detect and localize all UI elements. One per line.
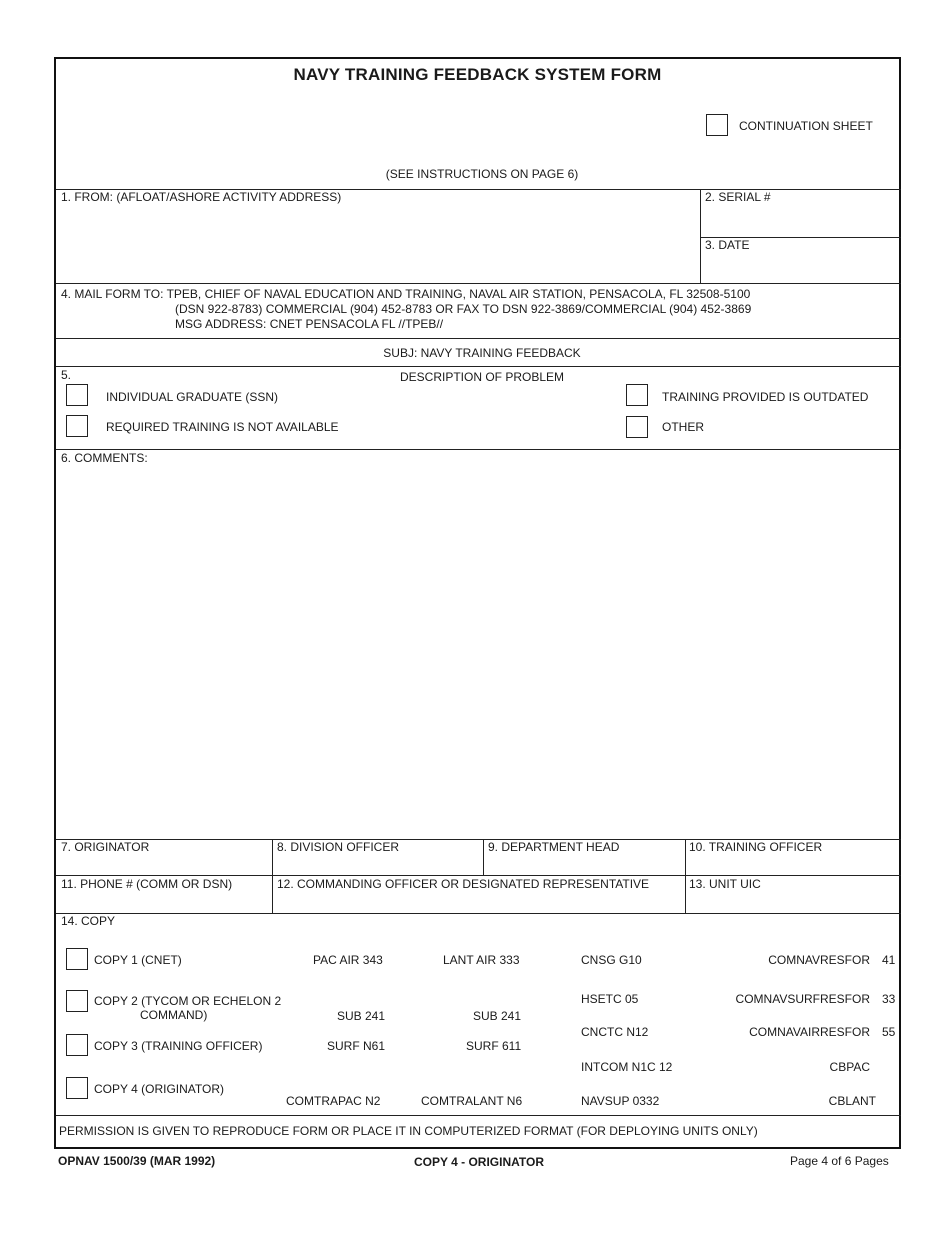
date-label: 3. DATE	[705, 238, 750, 252]
copy1-checkbox[interactable]	[66, 948, 88, 970]
dist-cbpac: CBPAC	[829, 1060, 870, 1074]
divider	[56, 449, 901, 450]
commanding-officer-label: 12. COMMANDING OFFICER OR DESIGNATED REPRESENTATIVE	[277, 877, 650, 891]
training-officer-label: 10. TRAINING OFFICER	[689, 840, 823, 854]
copy4-checkbox[interactable]	[66, 1077, 88, 1099]
copy3-label: COPY 3 (TRAINING OFFICER)	[94, 1039, 263, 1053]
divider	[483, 839, 484, 875]
item-5-label: 5.	[61, 368, 72, 382]
divider	[56, 283, 901, 284]
unit-uic-label: 13. UNIT UIC	[689, 877, 761, 891]
serial-field[interactable]	[702, 207, 899, 237]
other-checkbox[interactable]	[626, 416, 648, 438]
permission-note: PERMISSION IS GIVEN TO REPRODUCE FORM OR PLACE IT IN COMPUTERIZED FORMAT (FOR DEPLOYING UNITS ONLY)	[59, 1124, 758, 1138]
form-title: NAVY TRAINING FEEDBACK SYSTEM FORM	[293, 65, 662, 84]
training-feedback-form	[54, 57, 901, 1149]
dist-comnavairresfor-num: 55	[882, 1025, 896, 1039]
copy1-label: COPY 1 (CNET)	[94, 953, 182, 967]
phone-label: 11. PHONE # (COMM OR DSN)	[61, 877, 233, 891]
divider	[685, 839, 686, 913]
dist-cblant: CBLANT	[828, 1094, 876, 1108]
copy2-label-line2: COMMAND)	[140, 1008, 208, 1022]
divider	[272, 839, 273, 913]
dist-navsup: NAVSUP 0332	[581, 1094, 660, 1108]
mail-to-line2: (DSN 922-8783) COMMERCIAL (904) 452-8783 OR FAX TO DSN 922-3869/COMMERCIAL (904) 452-3869	[175, 302, 752, 316]
dist-sub-pac: SUB 241	[337, 1009, 386, 1023]
dist-sub-lant: SUB 241	[473, 1009, 522, 1023]
divider	[56, 338, 901, 339]
divider	[56, 1115, 901, 1116]
dist-comnavsurfresfor: COMNAVSURFRESFOR	[735, 992, 870, 1006]
other-label: OTHER	[662, 420, 704, 434]
not-available-label: REQUIRED TRAINING IS NOT AVAILABLE	[106, 420, 339, 434]
dist-cnsg: CNSG G10	[581, 953, 642, 967]
copy-section-label: 14. COPY	[61, 914, 116, 928]
mail-to-line1: 4. MAIL FORM TO: TPEB, CHIEF OF NAVAL EDUCATION AND TRAINING, NAVAL AIR STATION, PENSACOLA, FL 32508-5100	[61, 287, 751, 301]
divider	[56, 366, 901, 367]
outdated-checkbox[interactable]	[626, 384, 648, 406]
dist-lant-air: LANT AIR 333	[443, 953, 520, 967]
copy3-checkbox[interactable]	[66, 1034, 88, 1056]
divider	[56, 913, 901, 914]
mail-to-line3: MSG ADDRESS: CNET PENSACOLA FL //TPEB//	[175, 317, 444, 331]
department-head-label: 9. DEPARTMENT HEAD	[488, 840, 620, 854]
originator-label: 7. ORIGINATOR	[61, 840, 150, 854]
graduate-checkbox[interactable]	[66, 384, 88, 406]
dist-intcom: INTCOM N1C 12	[581, 1060, 673, 1074]
dist-comnavairresfor: COMNAVAIRRESFOR	[749, 1025, 870, 1039]
divider	[56, 875, 901, 876]
continuation-sheet-checkbox[interactable]	[706, 114, 728, 136]
page-number: Page 4 of 6 Pages	[790, 1154, 889, 1168]
description-heading: DESCRIPTION OF PROBLEM	[399, 370, 565, 384]
divider	[700, 189, 701, 283]
copy2-checkbox[interactable]	[66, 990, 88, 1012]
copy2-label-line1: COPY 2 (TYCOM OR ECHELON 2	[94, 994, 282, 1008]
dist-comnavresfor-num: 41	[882, 953, 896, 967]
dist-cnctc: CNCTC N12	[581, 1025, 649, 1039]
copy-designation: COPY 4 - ORIGINATOR	[414, 1155, 545, 1169]
serial-label: 2. SERIAL #	[705, 190, 771, 204]
form-number: OPNAV 1500/39 (MAR 1992)	[58, 1154, 216, 1168]
dist-hsetc: HSETC 05	[581, 992, 639, 1006]
not-available-checkbox[interactable]	[66, 415, 88, 437]
instructions-note: (SEE INSTRUCTIONS ON PAGE 6)	[385, 167, 579, 181]
dist-comnavresfor: COMNAVRESFOR	[768, 953, 870, 967]
dist-comtralant: COMTRALANT N6	[421, 1094, 523, 1108]
from-address-field[interactable]	[58, 207, 698, 283]
outdated-label: TRAINING PROVIDED IS OUTDATED	[662, 390, 869, 404]
comments-label: 6. COMMENTS:	[61, 451, 148, 465]
comments-field[interactable]	[58, 467, 898, 837]
dist-comnavsurfresfor-num: 33	[882, 992, 896, 1006]
dist-pac-air: PAC AIR 343	[313, 953, 383, 967]
division-officer-label: 8. DIVISION OFFICER	[277, 840, 400, 854]
dist-comtrapac: COMTRAPAC N2	[286, 1094, 381, 1108]
copy4-label: COPY 4 (ORIGINATOR)	[94, 1082, 225, 1096]
from-label: 1. FROM: (AFLOAT/ASHORE ACTIVITY ADDRESS)	[61, 190, 342, 204]
date-field[interactable]	[702, 255, 899, 282]
continuation-sheet-label: CONTINUATION SHEET	[739, 119, 873, 133]
dist-surf-pac: SURF N61	[327, 1039, 386, 1053]
dist-surf-lant: SURF 611	[466, 1039, 522, 1053]
graduate-label: INDIVIDUAL GRADUATE (SSN)	[106, 390, 279, 404]
subject-line: SUBJ: NAVY TRAINING FEEDBACK	[383, 346, 581, 360]
